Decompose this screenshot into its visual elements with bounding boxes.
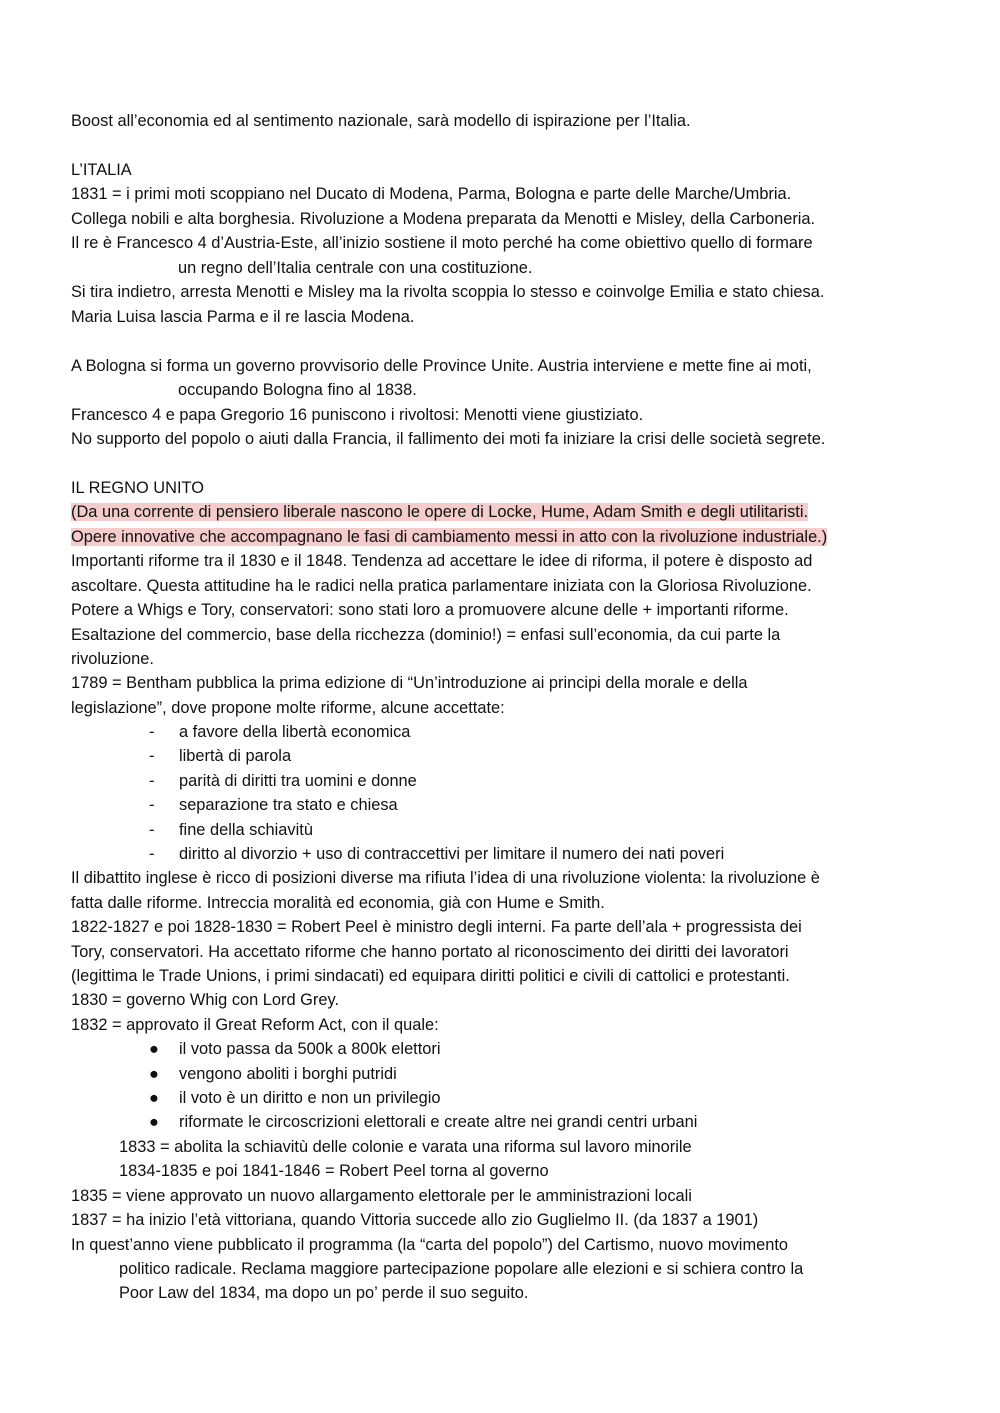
section-heading-italia: L’ITALIA: [71, 161, 132, 179]
highlighted-line: [71, 525, 827, 550]
bullet-marker: ●: [149, 1113, 159, 1131]
list-item-text: a favore della libertà economica: [179, 723, 411, 741]
paragraph-line: 1837 = ha inizio l’età vittoriana, quando Vittoria succede allo zio Guglielmo II. (da 1837 a 1901): [71, 1211, 759, 1229]
paragraph-line: Il re è Francesco 4 d’Austria-Este, all’inizio sostiene il moto perché ha come obiettivo quello di formare: [71, 234, 813, 252]
dash-marker: -: [149, 796, 155, 814]
bullet-marker: ●: [149, 1040, 159, 1058]
list-item-text: libertà di parola: [179, 747, 292, 765]
list-item-text: fine della schiavitù: [179, 821, 313, 839]
highlight-text: (Da una corrente di pensiero liberale nascono le opere di Locke, Hume, Adam Smith e degli utilitaristi.: [71, 503, 809, 521]
dash-marker: -: [149, 845, 155, 863]
bullet-marker: ●: [149, 1065, 159, 1083]
list-item-text: il voto è un diritto e non un privilegio: [179, 1089, 441, 1107]
paragraph-line-indented: 1834-1835 e poi 1841-1846 = Robert Peel torna al governo: [119, 1162, 549, 1180]
paragraph-line: Il dibattito inglese è ricco di posizioni diverse ma rifiuta l’idea di una rivoluzione violenta: la rivoluzione è: [71, 869, 820, 887]
list-item-text: diritto al divorzio + uso di contraccettivi per limitare il numero dei nati poveri: [179, 845, 725, 863]
paragraph-line: Maria Luisa lascia Parma e il re lascia Modena.: [71, 308, 415, 326]
paragraph-line: Potere a Whigs e Tory, conservatori: sono stati loro a promuovere alcune delle + importanti riforme.: [71, 601, 789, 619]
paragraph-line: Importanti riforme tra il 1830 e il 1848. Tendenza ad accettare le idee di riforma, il potere è disposto ad: [71, 552, 813, 570]
paragraph-line: (legittima le Trade Unions, i primi sindacati) ed equipara diritti politici e civili di cattolici e protestanti.: [71, 967, 790, 985]
paragraph-line-indented: Poor Law del 1834, ma dopo un po’ perde il suo seguito.: [119, 1284, 529, 1302]
list-item-text: vengono aboliti i borghi putridi: [179, 1065, 397, 1083]
paragraph-line: ascoltare. Questa attitudine ha le radici nella pratica parlamentare iniziata con la Gloriosa Rivoluzione.: [71, 577, 812, 595]
list-item-text: il voto passa da 500k a 800k elettori: [179, 1040, 441, 1058]
paragraph-line-indented: occupando Bologna fino al 1838.: [178, 381, 417, 399]
paragraph-line-indented: un regno dell’Italia centrale con una costituzione.: [178, 259, 533, 277]
paragraph-line: 1830 = governo Whig con Lord Grey.: [71, 991, 340, 1009]
paragraph-line: Tory, conservatori. Ha accettato riforme che hanno portato al riconoscimento dei diritti dei lavoratori: [71, 943, 789, 961]
paragraph-line: rivoluzione.: [71, 650, 154, 668]
paragraph-line-indented: politico radicale. Reclama maggiore partecipazione popolare alle elezioni e si schiera contro la: [119, 1260, 804, 1278]
paragraph-line: A Bologna si forma un governo provvisorio delle Province Unite. Austria interviene e mette fine ai moti,: [71, 357, 812, 375]
paragraph-line: Collega nobili e alta borghesia. Rivoluzione a Modena preparata da Menotti e Misley, della Carboneria.: [71, 210, 816, 228]
bullet-marker: ●: [149, 1089, 159, 1107]
paragraph-line: 1831 = i primi moti scoppiano nel Ducato di Modena, Parma, Bologna e parte delle Marche/Umbria.: [71, 185, 792, 203]
intro-paragraph: Boost all’economia ed al sentimento nazionale, sarà modello di ispirazione per l’Italia.: [71, 112, 691, 130]
paragraph-line: 1822-1827 e poi 1828-1830 = Robert Peel è ministro degli interni. Fa parte dell’ala + progressista dei: [71, 918, 802, 936]
paragraph-line: 1789 = Bentham pubblica la prima edizione di “Un’introduzione ai principi della morale e della: [71, 674, 748, 692]
paragraph-line: Si tira indietro, arresta Menotti e Misley ma la rivolta scoppia lo stesso e coinvolge Emilia e stato chiesa.: [71, 283, 825, 301]
paragraph-line: 1832 = approvato il Great Reform Act, con il quale:: [71, 1016, 439, 1034]
dash-marker: -: [149, 821, 155, 839]
paragraph-line: No supporto del popolo o aiuti dalla Francia, il fallimento dei moti fa iniziare la crisi delle società segrete.: [71, 430, 826, 448]
paragraph-line: 1835 = viene approvato un nuovo allargamento elettorale per le amministrazioni locali: [71, 1187, 692, 1205]
paragraph-line: In quest’anno viene pubblicato il programma (la “carta del popolo”) del Cartismo, nuovo movimento: [71, 1236, 789, 1254]
list-item-text: separazione tra stato e chiesa: [179, 796, 398, 814]
paragraph-line: fatta dalle riforme. Intreccia moralità ed economia, già con Hume e Smith.: [71, 894, 605, 912]
dash-marker: -: [149, 772, 155, 790]
dash-marker: -: [149, 723, 155, 741]
list-item-text: riformate le circoscrizioni elettorali e create altre nei grandi centri urbani: [179, 1113, 698, 1131]
dash-marker: -: [149, 747, 155, 765]
paragraph-line: Francesco 4 e papa Gregorio 16 puniscono i rivoltosi: Menotti viene giustiziato.: [71, 406, 644, 424]
highlight-text: Opere innovative che accompagnano le fasi di cambiamento messi in atto con la rivoluzione industriale.): [71, 528, 828, 546]
list-item-text: parità di diritti tra uomini e donne: [179, 772, 417, 790]
paragraph-line-indented: 1833 = abolita la schiavitù delle colonie e varata una riforma sul lavoro minorile: [119, 1138, 692, 1156]
highlighted-line: [71, 500, 808, 525]
paragraph-line: Esaltazione del commercio, base della ricchezza (dominio!) = enfasi sull’economia, da cui parte la: [71, 626, 781, 644]
paragraph-line: legislazione”, dove propone molte riforme, alcune accettate:: [71, 699, 505, 717]
section-heading-regno-unito: IL REGNO UNITO: [71, 479, 204, 497]
